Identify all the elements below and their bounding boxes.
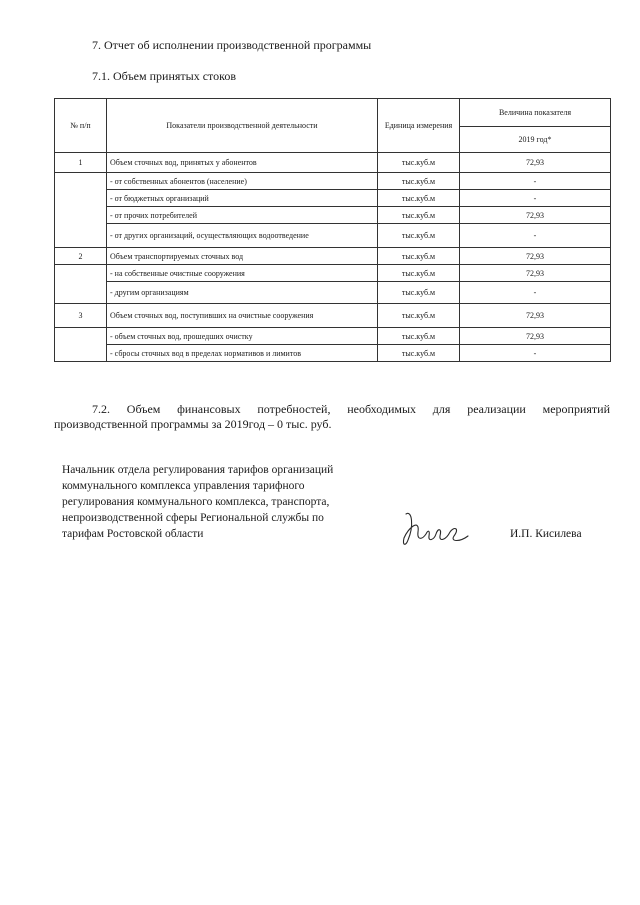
table-row xyxy=(55,304,611,328)
finance-paragraph: 7.2. Объем финансовых потребностей, необходимых для реализации мероприятий производственной программы за 2019год – 0 тыс. руб. xyxy=(54,402,610,431)
signer-name: И.П. Кисилева xyxy=(510,528,582,540)
header-num: № п/п xyxy=(55,99,107,153)
table-row xyxy=(55,328,611,345)
table-row xyxy=(55,345,611,362)
subsection-title: 7.1. Объем принятых стоков xyxy=(92,69,236,83)
table-row xyxy=(55,207,611,224)
row-unit: тыс.куб.м xyxy=(378,190,460,207)
table-row xyxy=(55,282,611,304)
row-name: - на собственные очистные сооружения xyxy=(107,265,378,282)
row-value: - xyxy=(460,224,611,248)
row-value: 72,93 xyxy=(460,328,611,345)
table-row xyxy=(55,224,611,248)
table-row xyxy=(55,190,611,207)
row-name: - от бюджетных организаций xyxy=(107,190,378,207)
row-unit: тыс.куб.м xyxy=(378,224,460,248)
row-num-empty xyxy=(55,265,107,304)
row-unit: тыс.куб.м xyxy=(378,345,460,362)
row-unit: тыс.куб.м xyxy=(378,282,460,304)
position-line: непроизводственной сферы Региональной службы по xyxy=(62,512,324,524)
signatory-position xyxy=(62,462,382,542)
row-unit: тыс.куб.м xyxy=(378,207,460,224)
position-line: тарифам Ростовской области xyxy=(62,528,204,540)
row-value: - xyxy=(460,345,611,362)
row-value: 72,93 xyxy=(460,248,611,265)
row-name: - от собственных абонентов (население) xyxy=(107,173,378,190)
table-row xyxy=(55,173,611,190)
table-row xyxy=(55,153,611,173)
row-name: Объем транспортируемых сточных вод xyxy=(107,248,378,265)
header-unit: Единица измерения xyxy=(378,99,460,153)
row-name: - объем сточных вод, прошедших очистку xyxy=(107,328,378,345)
table-row xyxy=(55,265,611,282)
row-unit: тыс.куб.м xyxy=(378,304,460,328)
row-unit: тыс.куб.м xyxy=(378,328,460,345)
position-line: коммунального комплекса управления тарифного xyxy=(62,480,305,492)
header-value-group: Величина показателя xyxy=(460,99,611,127)
header-indicator: Показатели производственной деятельности xyxy=(107,99,378,153)
header-year: 2019 год* xyxy=(460,127,611,153)
position-line: Начальник отдела регулирования тарифов организаций xyxy=(62,464,334,476)
stocks-table xyxy=(54,98,611,362)
row-num: 3 xyxy=(55,304,107,328)
row-value: - xyxy=(460,173,611,190)
row-name: - сбросы сточных вод в пределах нормативов и лимитов xyxy=(107,345,378,362)
row-num-empty xyxy=(55,328,107,362)
row-value: 72,93 xyxy=(460,265,611,282)
row-unit: тыс.куб.м xyxy=(378,265,460,282)
row-value: 72,93 xyxy=(460,304,611,328)
row-value: 72,93 xyxy=(460,153,611,173)
row-unit: тыс.куб.м xyxy=(378,173,460,190)
table-row xyxy=(55,248,611,265)
row-num: 2 xyxy=(55,248,107,265)
row-name: - от прочих потребителей xyxy=(107,207,378,224)
row-unit: тыс.куб.м xyxy=(378,153,460,173)
row-name: Объем сточных вод, принятых у абонентов xyxy=(107,153,378,173)
row-name: Объем сточных вод, поступивших на очистные сооружения xyxy=(107,304,378,328)
row-num-empty xyxy=(55,173,107,248)
row-value: - xyxy=(460,282,611,304)
row-value: - xyxy=(460,190,611,207)
section-title: 7. Отчет об исполнении производственной программы xyxy=(92,38,372,52)
handwritten-signature xyxy=(398,506,470,552)
row-num: 1 xyxy=(55,153,107,173)
row-name: - от других организаций, осуществляющих водоотведение xyxy=(107,224,378,248)
row-name: - другим организациям xyxy=(107,282,378,304)
row-value: 72,93 xyxy=(460,207,611,224)
row-unit: тыс.куб.м xyxy=(378,248,460,265)
position-line: регулирования коммунального комплекса, транспорта, xyxy=(62,496,330,508)
